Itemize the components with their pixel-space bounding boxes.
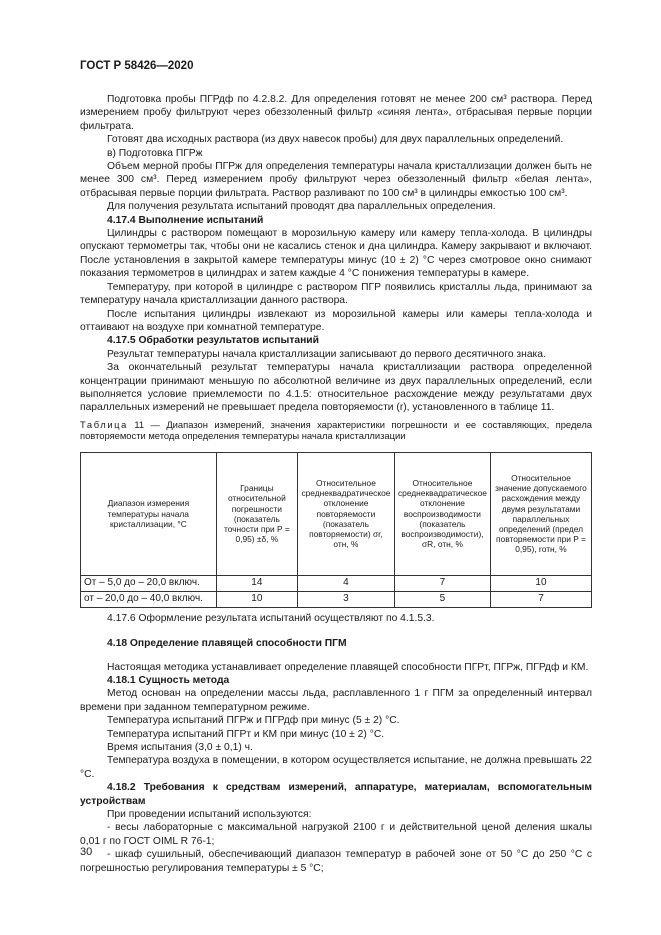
table-header-row xyxy=(81,452,592,575)
table-header-cell: Границы относительной погрешности (показатель точности при P = 0,95) ±δ, % xyxy=(216,452,297,575)
table-header-cell: Относительное среднеквадратическое отклонение воспроизводимости (показатель воспроизводимости), σR, отн, % xyxy=(394,452,490,575)
paragraph: в) Подготовка ПГРж xyxy=(107,147,203,159)
paragraph: Настоящая методика устанавливает определение плавящей способности ПГРт, ПГРж, ПГРдф и КМ. xyxy=(107,661,589,673)
paragraph: Температуру, при которой в цилиндре с раствором ПГР появились кристаллы льда, принимают за температуру начала кристаллизации данного раствора. xyxy=(80,281,592,307)
paragraph: Температура воздуха в помещении, в котором осуществляется испытание, не должна превышать 22 °С. xyxy=(80,755,592,780)
section-heading: 4.18.1 Сущность метода xyxy=(107,674,230,686)
paragraph: При проведении испытаний используются: xyxy=(107,809,312,821)
table-cell: 4 xyxy=(297,575,394,591)
paragraph: Температура испытаний ПГРж и ПГРдф при минус (5 ± 2) °С. xyxy=(107,715,400,727)
paragraph: Метод основан на определении массы льда, расплавленного 1 г ПГМ за определенный интервал времени при заданном температурном режиме. xyxy=(80,688,592,713)
paragraph: 4.17.6 Оформление результата испытаний осуществляют по 4.1.5.3. xyxy=(107,612,435,624)
table-cell: 10 xyxy=(216,591,297,607)
page-number: 30 xyxy=(80,846,93,858)
table-cell: 5 xyxy=(394,591,490,607)
paragraph: - шкаф сушильный, обеспечивающий диапазон температур в рабочей зоне от 50 °С до 250 °С с погрешностью регулирования температуры ± 5 °С; xyxy=(80,849,592,874)
table-header-cell: Относительное среднеквадратическое отклонение повторяемости (показатель повторяемости) σr, отн, % xyxy=(297,452,394,575)
section-heading: 4.18 Определение плавящей способности ПГМ xyxy=(107,638,347,650)
table-cell: 10 xyxy=(490,575,591,591)
table-row xyxy=(81,591,592,607)
section-heading: 4.17.4 Выполнение испытаний xyxy=(107,214,264,226)
paragraph: Для получения результата испытаний проводят два параллельных определения. xyxy=(107,201,496,213)
paragraph: Подготовка пробы ПГРдф по 4.2.8.2. Для определения готовят не менее 200 см³ раствора. Перед измерением пробу фильтруют через обеззоленный фильтр «синяя лента», отбрасывая первые порции фильтрата. xyxy=(80,94,592,132)
table-header-cell: Диапазон измерения температуры начала кристаллизации, °С xyxy=(81,452,217,575)
table-caption-lead: Таблица xyxy=(80,418,128,430)
section-heading: 4.17.5 Обработки результатов испытаний xyxy=(107,335,319,347)
table-row xyxy=(81,575,592,591)
paragraph: Температура испытаний ПГРт и КМ при минус (10 ± 2) °С. xyxy=(107,728,385,740)
document-header: ГОСТ Р 58426—2020 xyxy=(80,60,194,72)
table-cell: 7 xyxy=(394,575,490,591)
paragraph: Готовят два исходных раствора (из двух навесок пробы) для двух параллельных определений. xyxy=(107,134,564,146)
paragraph: Время испытания (3,0 ± 0,1) ч. xyxy=(107,742,253,753)
table-caption-text: 11 — Диапазон измерений, значения характеристики погрешности и ее составляющих, предела повторяемости метода определения температуры начала кристаллизации xyxy=(80,418,592,442)
paragraph: Объем мерной пробы ПГРж для определения температуры начала кристаллизации должен быть не менее 300 см³. Перед измерением пробу фильтруют через обеззоленный фильтр «белая лента», отбрасывая первые порции фильтрата. Раствор разливают по 100 см³ в цилиндры емкостью 100 см³. xyxy=(80,161,592,199)
section-heading: 4.18.2 Требования к средствам измерений, аппаратуре, материалам, вспомогательным устройствам xyxy=(80,782,592,807)
paragraph: За окончательный результат температуры начала кристаллизации раствора определенной концентрации принимают меньшую по абсолютной величине из двух параллельных определений, если выполняется условие приемлемости по 4.1.5: относительное расхождение между результатами двух параллельных измерений не превышает предела повторяемости (r), установленного в таблице 11. xyxy=(80,362,592,414)
table-cell: От – 5,0 до – 20,0 включ. xyxy=(81,575,217,591)
table-caption xyxy=(80,419,592,442)
table-header-cell: Относительное значение допускаемого расхождения между двумя результатами параллельных определений (предел повторяемости при P = 0,95), rотн, % xyxy=(490,452,591,575)
paragraph: Результат температуры начала кристаллизации записывают до первого десятичного знака. xyxy=(107,348,546,360)
data-table xyxy=(80,452,592,608)
paragraph: Цилиндры с раствором помещают в морозильную камеру или камеру тепла-холода. В цилиндры опускают термометры так, чтобы они не касались стенок и дна цилиндра. Камеру закрывают и включают. После установления в закрытой камере температуры минус (10 ± 2) °С через смотровое окно снимают показания термометров в цилиндрах и затем каждые 4 °С понижения температуры в камере. xyxy=(80,228,592,280)
table-cell: 14 xyxy=(216,575,297,591)
paragraph: После испытания цилиндры извлекают из морозильной камеры или камеры тепла-холода и оттаивают на воздухе при комнатной температуре. xyxy=(80,308,592,333)
table-cell: 3 xyxy=(297,591,394,607)
page-content xyxy=(80,93,592,875)
text-block-top xyxy=(80,93,592,415)
paragraph: - весы лабораторные с максимальной нагрузкой 2100 г и действительной ценой деления шкалы 0,01 г по ГОСТ OIML R 76-1; xyxy=(80,822,592,847)
table-cell: 7 xyxy=(490,591,591,607)
table-cell: от – 20,0 до – 40,0 включ. xyxy=(81,591,217,607)
text-block-bottom xyxy=(80,612,592,875)
